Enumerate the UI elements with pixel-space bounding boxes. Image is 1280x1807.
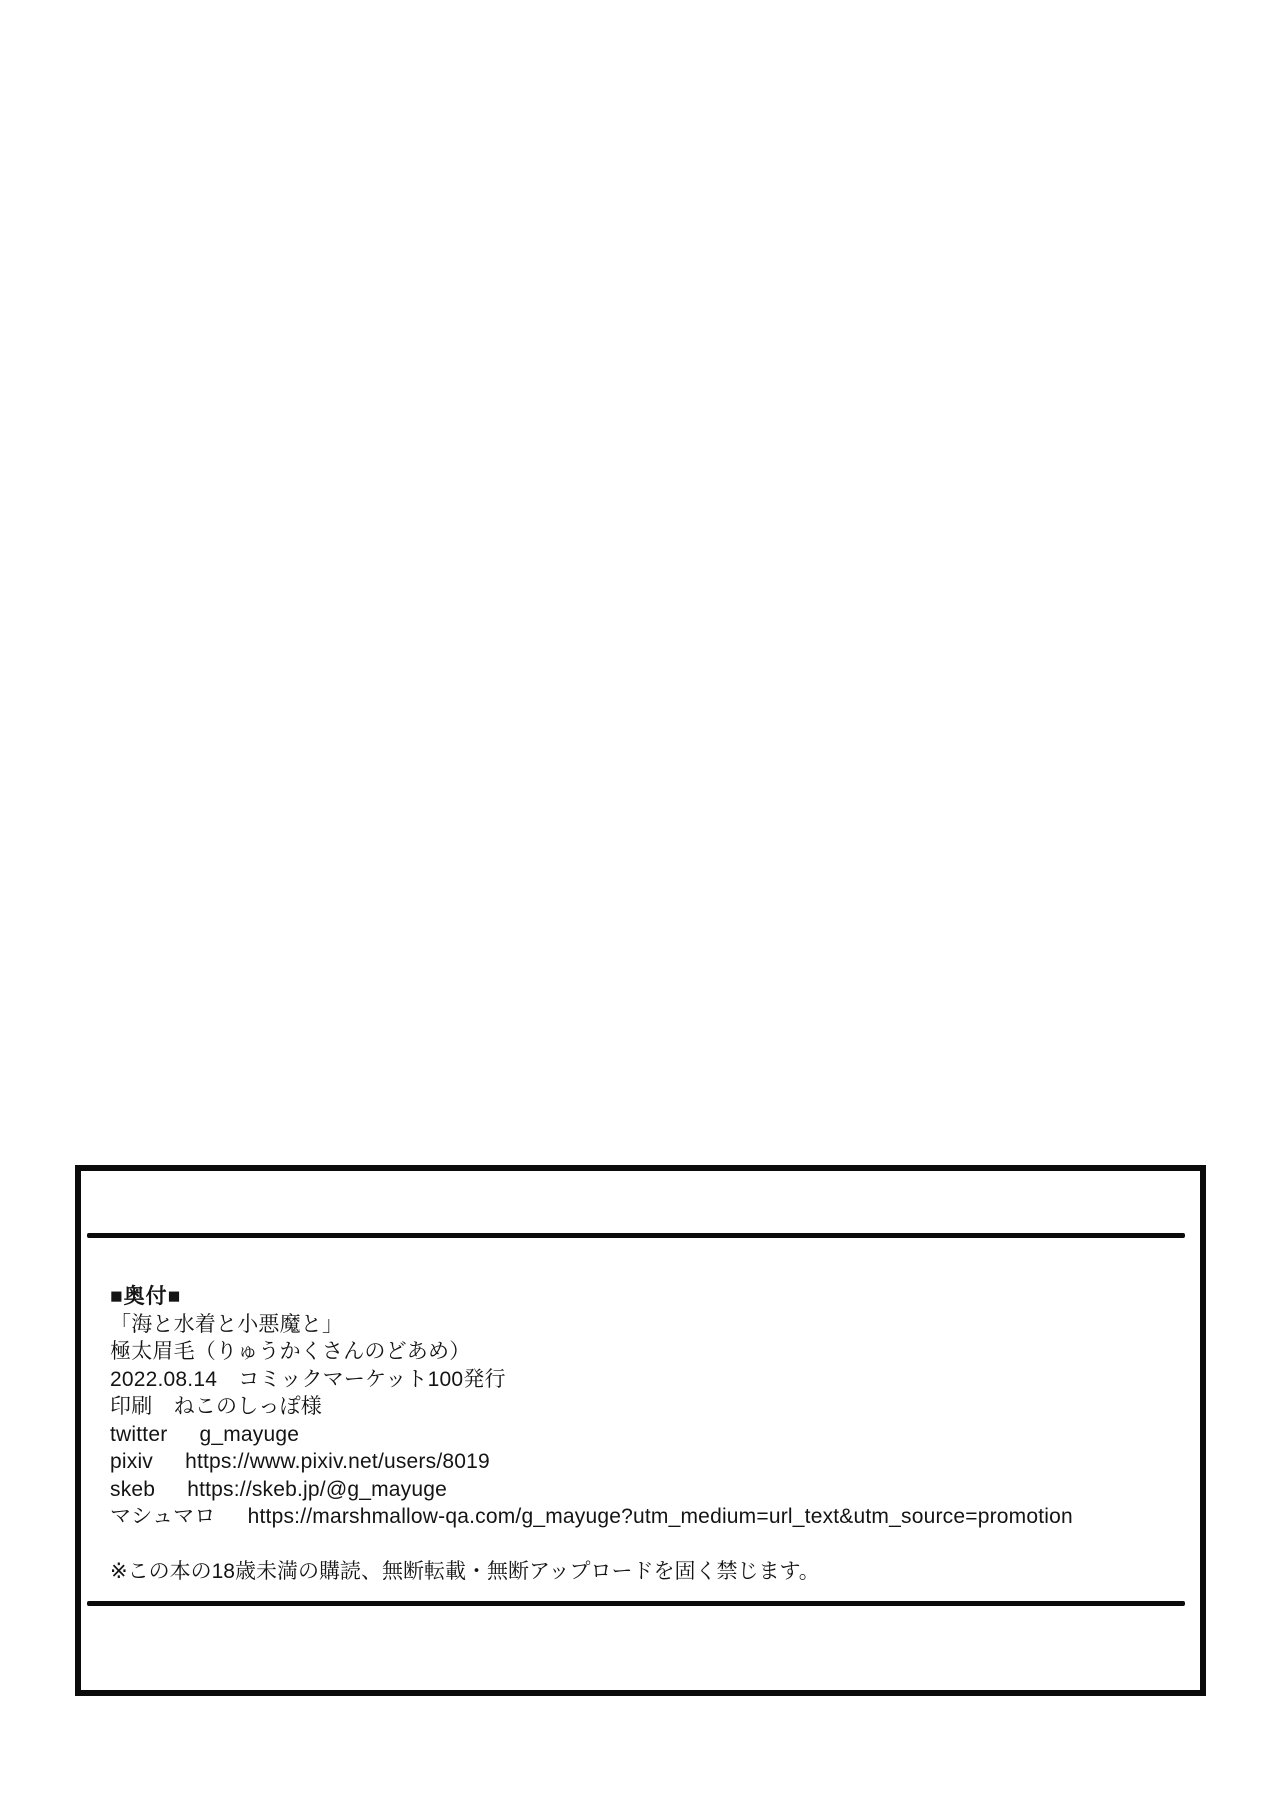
- skeb-label: skeb: [110, 1477, 156, 1501]
- publication-date-event: 2022.08.14 コミックマーケット100発行: [110, 1367, 506, 1391]
- top-divider-rule: [87, 1233, 1185, 1238]
- marshmallow-label: マシュマロ: [110, 1505, 216, 1528]
- marshmallow-row: [110, 1503, 1196, 1531]
- author-circle-name: 極太眉毛（りゅうかくさんのどあめ）: [110, 1340, 471, 1363]
- age-restriction-disclaimer: ※この本の18歳未満の購読、無断転載・無断アップロードを固く禁じます。: [110, 1559, 820, 1583]
- twitter-handle: g_mayuge: [199, 1422, 300, 1446]
- twitter-row: [110, 1421, 1196, 1449]
- colophon-heading: ■奥付■: [110, 1285, 182, 1308]
- skeb-url: https://skeb.jp/@g_mayuge: [187, 1477, 448, 1501]
- pixiv-url: https://www.pixiv.net/users/8019: [185, 1450, 490, 1473]
- pixiv-row: [110, 1448, 1196, 1476]
- twitter-label: twitter: [110, 1422, 168, 1446]
- colophon-box: [75, 1165, 1206, 1696]
- bottom-divider-rule: [87, 1601, 1185, 1606]
- pixiv-label: pixiv: [110, 1450, 154, 1473]
- marshmallow-url: https://marshmallow-qa.com/g_mayuge?utm_medium=url_text&utm_source=promotion: [247, 1505, 1073, 1528]
- skeb-row: [110, 1476, 1196, 1504]
- colophon-text-block: [110, 1283, 1196, 1585]
- book-title: 「海と水着と小悪魔と」: [110, 1312, 344, 1336]
- printer-credit: 印刷 ねこのしっぽ様: [110, 1395, 322, 1418]
